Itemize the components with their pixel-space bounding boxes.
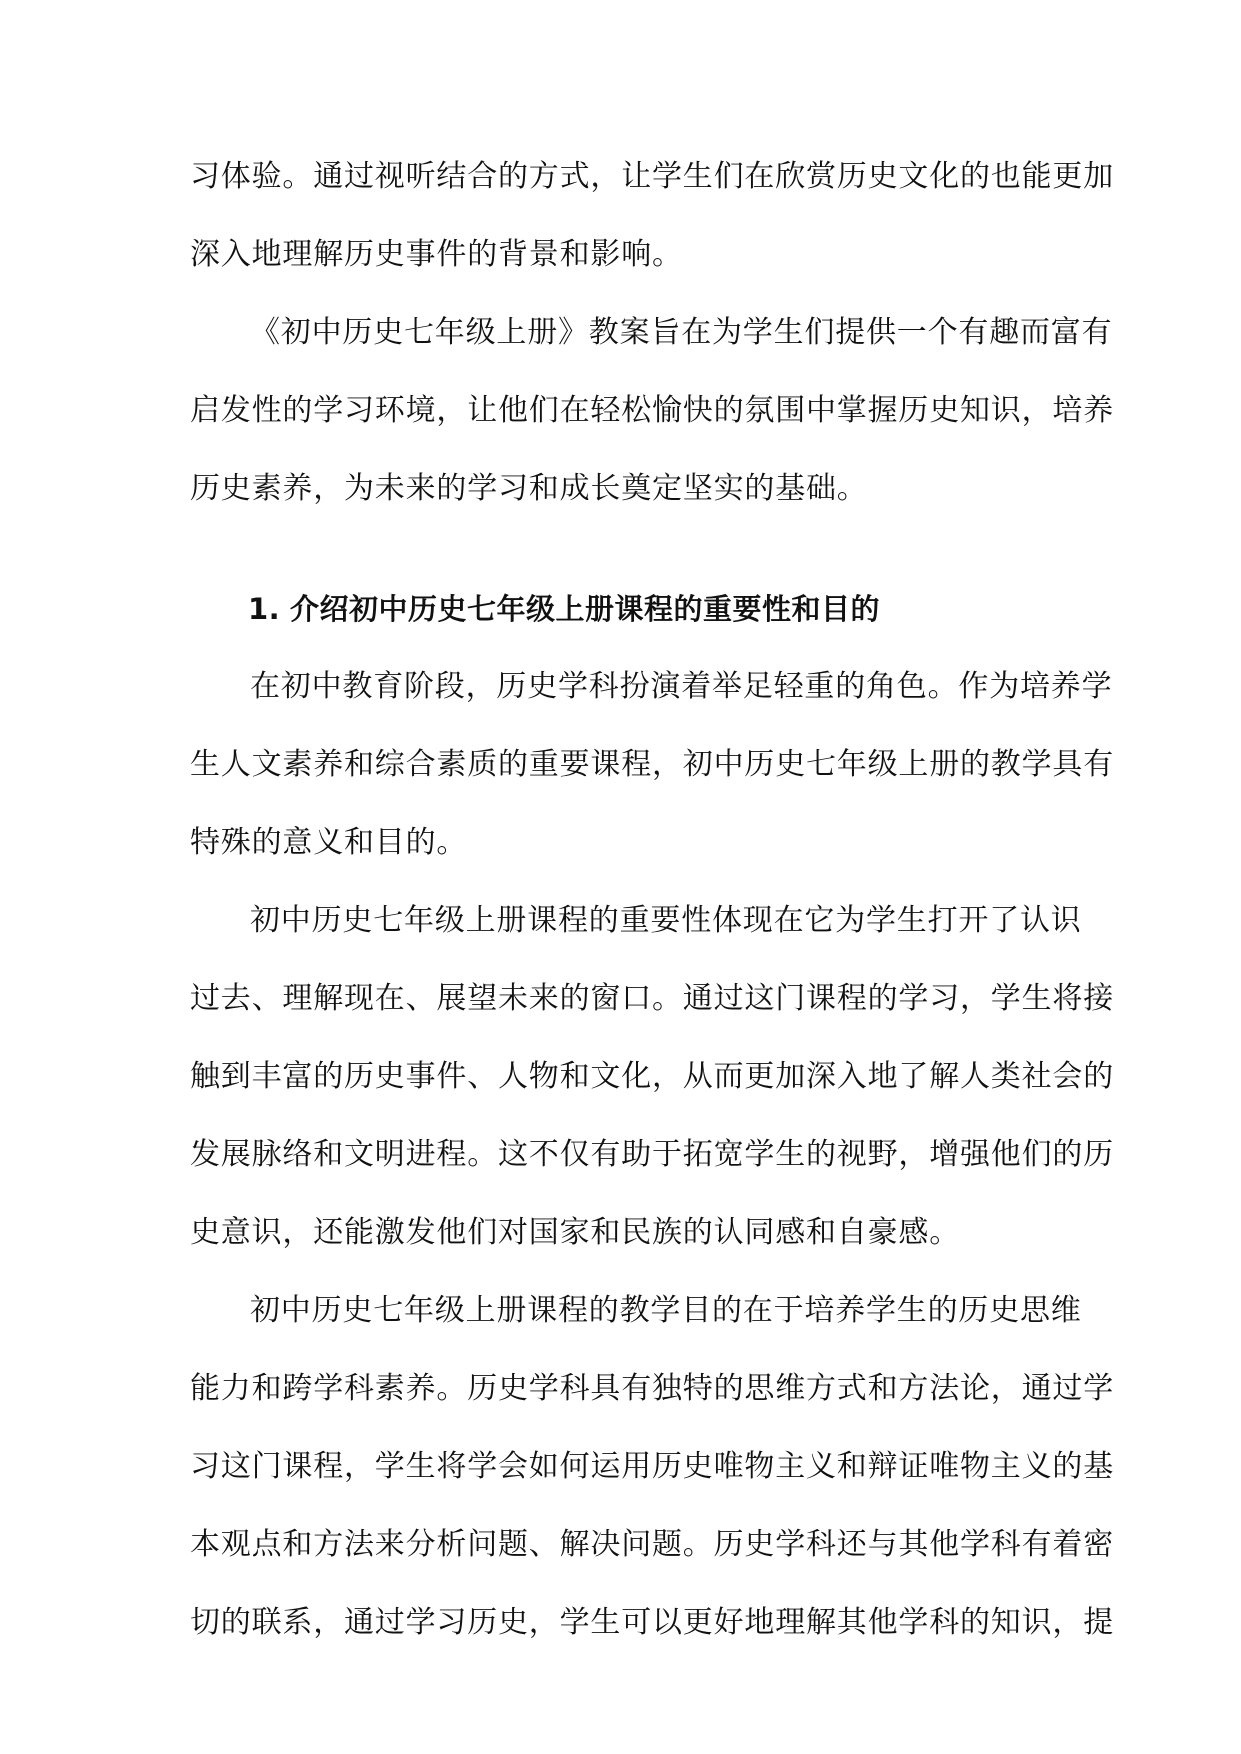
- section-spacer: [190, 528, 1052, 570]
- section-heading-number: 1.: [248, 592, 281, 626]
- paragraph-line: 史意识，还能激发他们对国家和民族的认同感和自豪感。: [190, 1215, 960, 1250]
- paragraph-line: 历史素养，为未来的学习和成长奠定坚实的基础。: [190, 471, 868, 506]
- section-heading-text: 介绍初中历史七年级上册课程的重要性和目的: [290, 592, 881, 626]
- paragraph-line: 启发性的学习环境，让他们在轻松愉快的氛围中掌握历史知识，培养: [190, 393, 1114, 428]
- paragraph-line: 习这门课程，学生将学会如何运用历史唯物主义和辩证唯物主义的基: [190, 1449, 1114, 1484]
- paragraph: [190, 294, 1114, 528]
- document-page: [190, 138, 1114, 1662]
- paragraph: [190, 882, 1114, 1272]
- paragraph-line: 特殊的意义和目的。: [190, 825, 468, 860]
- paragraph-line: 《初中历史七年级上册》教案旨在为学生们提供一个有趣而富有: [250, 315, 1113, 350]
- paragraph-line: 触到丰富的历史事件、人物和文化，从而更加深入地了解人类社会的: [190, 1059, 1114, 1094]
- paragraph-line: 切的联系，通过学习历史，学生可以更好地理解其他学科的知识，提: [190, 1605, 1114, 1640]
- paragraph: [190, 648, 1114, 882]
- paragraph-line: 习体验。通过视听结合的方式，让学生们在欣赏历史文化的也能更加: [190, 159, 1114, 194]
- paragraph-line: 深入地理解历史事件的背景和影响。: [190, 237, 683, 272]
- paragraph-line: 能力和跨学科素养。历史学科具有独特的思维方式和方法论，通过学: [190, 1371, 1114, 1406]
- paragraph: [190, 138, 1114, 294]
- section-heading: [190, 570, 1052, 648]
- paragraph-line: 过去、理解现在、展望未来的窗口。通过这门课程的学习，学生将接: [190, 981, 1114, 1016]
- paragraph-line: 初中历史七年级上册课程的教学目的在于培养学生的历史思维: [250, 1293, 1082, 1328]
- paragraph: [190, 1272, 1114, 1662]
- paragraph-line: 初中历史七年级上册课程的重要性体现在它为学生打开了认识: [250, 903, 1082, 938]
- paragraph-line: 在初中教育阶段，历史学科扮演着举足轻重的角色。作为培养学: [250, 669, 1113, 704]
- paragraph-line: 发展脉络和文明进程。这不仅有助于拓宽学生的视野，增强他们的历: [190, 1137, 1114, 1172]
- paragraph-line: 生人文素养和综合素质的重要课程，初中历史七年级上册的教学具有: [190, 747, 1114, 782]
- paragraph-line: 本观点和方法来分析问题、解决问题。历史学科还与其他学科有着密: [190, 1527, 1114, 1562]
